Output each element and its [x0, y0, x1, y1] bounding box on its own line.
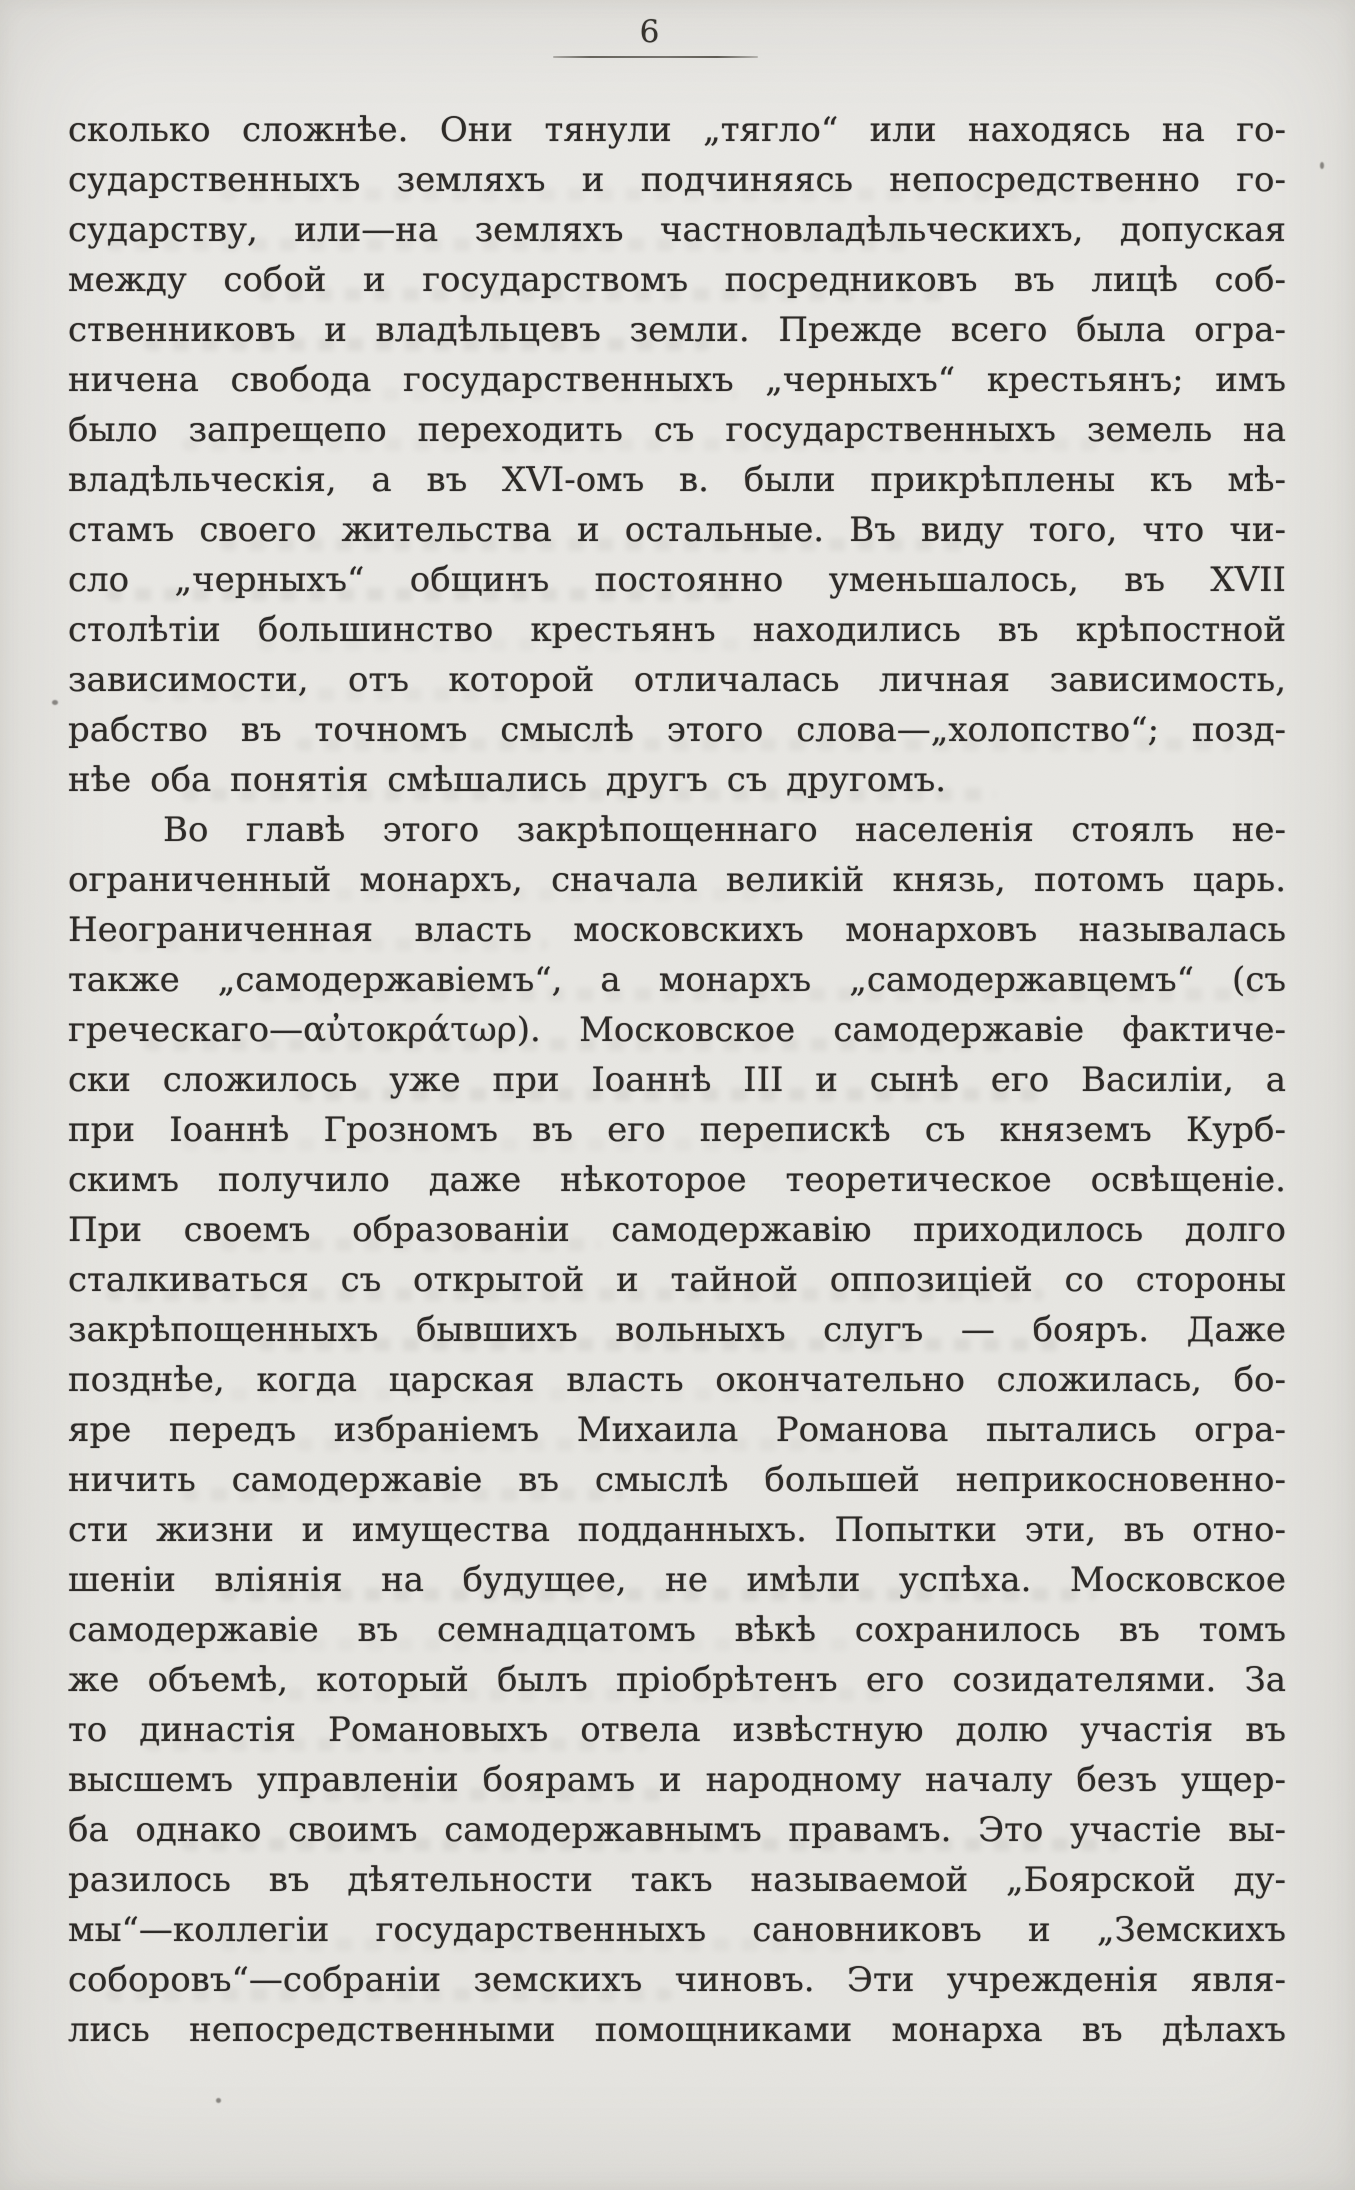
text-line: ственниковъ и владѣльцевъ земли. Прежде всего была огра-: [68, 310, 1286, 350]
ink-speck: [216, 2098, 221, 2103]
text-line: при Іоаннѣ Грозномъ въ его перепискѣ съ княземъ Курб-: [68, 1110, 1286, 1150]
text-line: стамъ своего жительства и остальные. Въ виду того, что чи-: [68, 510, 1286, 550]
text-line: сколько сложнѣе. Они тянули „тягло“ или находясь на го-: [68, 110, 1286, 150]
text-line: закрѣпощенныхъ бывшихъ вольныхъ слугъ — бояръ. Даже: [68, 1310, 1286, 1350]
page-number: 6: [639, 14, 661, 50]
text-line: нѣе оба понятія смѣшались другъ съ другомъ.: [68, 760, 947, 800]
text-line: же объемѣ, который былъ пріобрѣтенъ его созидателями. За: [68, 1660, 1286, 1700]
text-line: ничить самодержавіе въ смыслѣ большей неприкосновенно-: [68, 1460, 1286, 1500]
text-line: владѣльческія, а въ XVI-омъ в. были прикрѣплены къ мѣ-: [68, 460, 1286, 500]
text-line: сударству, или—на земляхъ частновладѣльческихъ, допуская: [68, 210, 1286, 250]
text-line: сударственныхъ земляхъ и подчиняясь непосредственно го-: [68, 160, 1286, 200]
text-line: ограниченный монархъ, сначала великій князь, потомъ царь.: [68, 860, 1286, 900]
page-header: [0, 14, 1355, 84]
text-line: рабство въ точномъ смыслѣ этого слова—„холопство“; позд-: [68, 710, 1286, 750]
text-line: сло „черныхъ“ общинъ постоянно уменьшалось, въ XVII: [68, 560, 1286, 600]
text-line: самодержавіе въ семнадцатомъ вѣкѣ сохранилось въ томъ: [68, 1610, 1286, 1650]
text-line: высшемъ управленіи боярамъ и народному началу безъ ущер-: [68, 1760, 1286, 1800]
paragraph: [68, 105, 1286, 805]
text-line: греческаго—αὐτοκράτωρ). Московское самодержавіе фактиче-: [68, 1010, 1286, 1050]
text-line: позднѣе, когда царская власть окончательно сложилась, бо-: [68, 1360, 1286, 1400]
ink-speck: [1320, 162, 1324, 169]
text-line: Во главѣ этого закрѣпощеннаго населенія стоялъ не-: [163, 810, 1286, 850]
text-line: столѣтіи большинство крестьянъ находились въ крѣпостной: [68, 610, 1286, 650]
text-line: лись непосредственными помощниками монарха въ дѣлахъ: [68, 2010, 1286, 2050]
text-line: При своемъ образованіи самодержавію приходилось долго: [68, 1210, 1286, 1250]
body-text: [68, 105, 1286, 2055]
text-line: яре передъ избраніемъ Михаила Романова пытались огра-: [68, 1410, 1286, 1450]
text-line: скимъ получило даже нѣкоторое теоретическое освѣщеніе.: [68, 1160, 1286, 1200]
text-line: зависимости, отъ которой отличалась личная зависимость,: [68, 660, 1286, 700]
text-line: соборовъ“—собраніи земскихъ чиновъ. Эти учрежденія явля-: [68, 1960, 1286, 2000]
text-line: ски сложилось уже при Іоаннѣ III и сынѣ его Василіи, а: [68, 1060, 1286, 1100]
text-line: ничена свобода государственныхъ „черныхъ“ крестьянъ; имъ: [68, 360, 1286, 400]
header-rule: [553, 56, 758, 58]
text-line: разилось въ дѣятельности такъ называемой „Боярской ду-: [68, 1860, 1286, 1900]
text-line: сти жизни и имущества подданныхъ. Попытки эти, въ отно-: [68, 1510, 1286, 1550]
text-line: шеніи вліянія на будущее, не имѣли успѣха. Московское: [68, 1560, 1286, 1600]
text-line: мы“—коллегіи государственныхъ сановниковъ и „Земскихъ: [68, 1910, 1286, 1950]
text-line: было запрещепо переходить съ государственныхъ земель на: [68, 410, 1286, 450]
text-line: сталкиваться съ открытой и тайной оппозиціей со стороны: [68, 1260, 1286, 1300]
text-line: то династія Романовыхъ отвела извѣстную долю участія въ: [68, 1710, 1286, 1750]
text-line: между собой и государствомъ посредниковъ въ лицѣ соб-: [68, 260, 1286, 300]
paragraph: [68, 805, 1286, 2055]
text-line: ба однако своимъ самодержавнымъ правамъ. Это участіе вы-: [68, 1810, 1286, 1850]
text-line: Неограниченная власть московскихъ монарховъ называлась: [68, 910, 1286, 950]
text-line: также „самодержавіемъ“, а монархъ „самодержавцемъ“ (съ: [68, 960, 1286, 1000]
ink-speck: [52, 700, 58, 705]
